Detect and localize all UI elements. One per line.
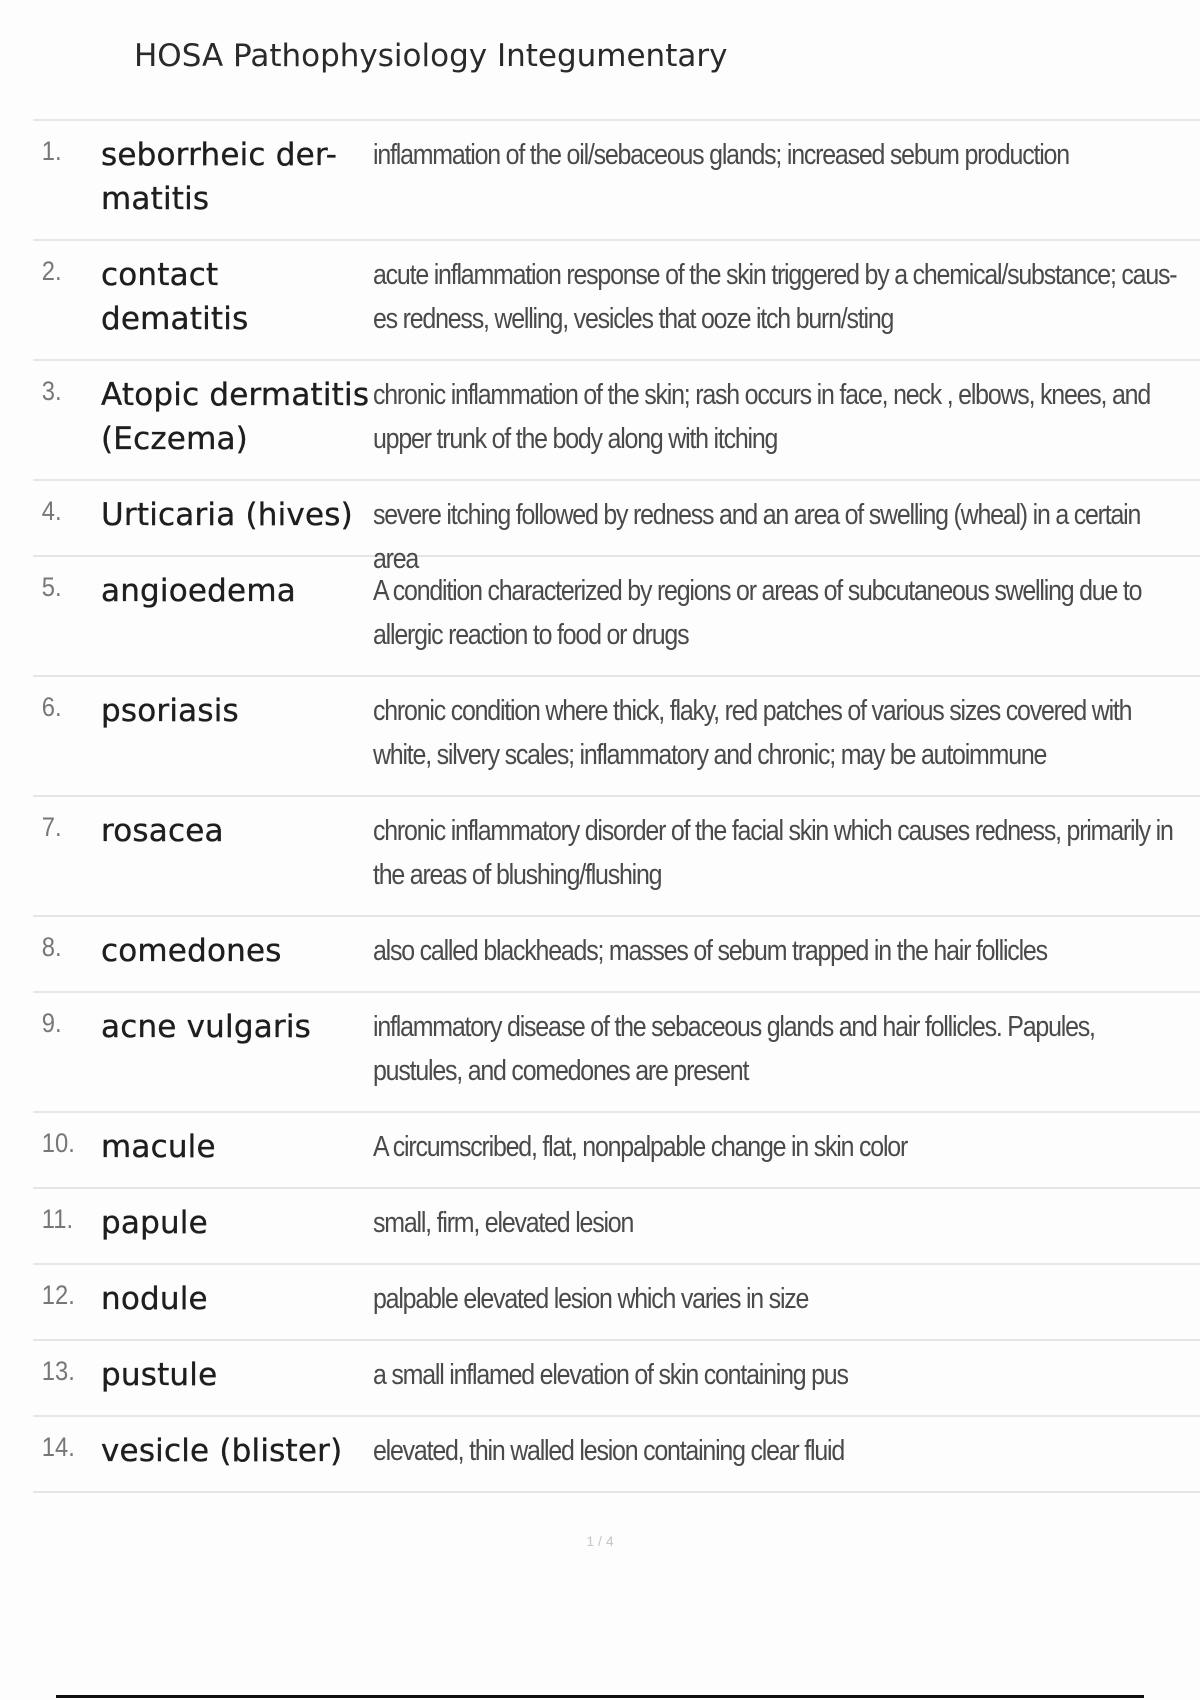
card-definition: palpable elevated lesion which varies in size	[373, 1283, 809, 1315]
card-term: angioedema	[101, 573, 296, 609]
card-term: psoriasis	[101, 693, 239, 729]
card-term: macule	[101, 1129, 216, 1165]
card-term: vesicle (blister)	[101, 1433, 343, 1469]
card-term: nodule	[101, 1281, 208, 1317]
card-definition: A circumscribed, flat, nonpalpable change in skin color	[373, 1131, 908, 1163]
card-number: 11.	[41, 1204, 74, 1234]
card-number: 1.	[41, 136, 62, 166]
card-definition: elevated, thin walled lesion containing clear fluid	[373, 1435, 844, 1467]
card-number: 12.	[41, 1280, 75, 1310]
card-number: 9.	[41, 1008, 62, 1038]
card-definition: chronic inflammatory disorder of the facial skin which causes redness, primarily in the areas of blushing/flushing	[373, 815, 1173, 891]
card-definition: inflammation of the oil/sebaceous glands; increased sebum production	[373, 139, 1069, 171]
card-term: Atopic dermatitis (Eczema)	[101, 377, 370, 457]
card-term: seborrheic der- matitis	[101, 137, 338, 217]
card-definition: small, firm, elevated lesion	[373, 1207, 634, 1239]
card-term: acne vulgaris	[101, 1009, 312, 1045]
card-definition: also called blackheads; masses of sebum trapped in the hair follicles	[373, 935, 1047, 967]
card-number: 6.	[41, 692, 62, 722]
card-term: pustule	[101, 1357, 218, 1393]
card-definition: acute inflammation response of the skin triggered by a chemical/substance; caus- es redness, welling, vesicles that ooze itch burn/sting	[373, 259, 1177, 335]
card-definition: chronic inflammation of the skin; rash occurs in face, neck , elbows, knees, and upper trunk of the body along with itching	[373, 379, 1151, 455]
page-indicator: 1 / 4	[586, 1533, 614, 1549]
card-number: 14.	[41, 1432, 75, 1462]
card-term: rosacea	[101, 813, 224, 849]
card-number: 4.	[41, 496, 62, 526]
card-number: 10.	[41, 1128, 75, 1158]
flashcard-row	[33, 557, 1200, 677]
flashcard-row	[33, 1265, 1200, 1341]
flashcard-row	[33, 797, 1200, 917]
flashcard-row	[33, 677, 1200, 797]
card-number: 2.	[41, 256, 62, 286]
card-definition: chronic condition where thick, flaky, red patches of various sizes covered with white, silvery scales; inflammatory and chronic; may be autoimmune	[373, 695, 1132, 771]
flashcard-row	[33, 481, 1200, 575]
flashcard-row	[33, 1341, 1200, 1417]
card-number: 5.	[41, 572, 62, 602]
card-term: comedones	[101, 933, 282, 969]
card-number: 8.	[41, 932, 62, 962]
flashcard-row	[33, 1417, 1200, 1493]
card-definition: A condition characterized by regions or areas of subcutaneous swelling due to allergic reaction to food or drugs	[373, 575, 1142, 651]
card-term: contact dematitis	[101, 257, 249, 337]
card-number: 7.	[41, 812, 62, 842]
card-definition: inflammatory disease of the sebaceous glands and hair follicles. Papules, pustules, and comedones are present	[373, 1011, 1095, 1087]
flashcard-row	[33, 993, 1200, 1113]
card-number: 3.	[41, 376, 62, 406]
flashcard-row	[33, 1189, 1200, 1265]
flashcard-row	[33, 121, 1200, 241]
document-title: HOSA Pathophysiology Integumentary	[134, 38, 728, 74]
card-term: Urticaria (hives)	[101, 497, 353, 533]
card-definition: a small inflamed elevation of skin containing pus	[373, 1359, 848, 1391]
flashcard-row	[33, 917, 1200, 993]
flashcard-row	[33, 361, 1200, 481]
flashcard-row	[33, 241, 1200, 361]
card-number: 13.	[41, 1356, 75, 1386]
bottom-divider	[56, 1695, 1144, 1698]
flashcard-row	[33, 1113, 1200, 1189]
card-term: papule	[101, 1205, 208, 1241]
card-definition: severe itching followed by redness and an area of swelling (wheal) in a certain area	[373, 499, 1141, 575]
flashcard-list	[33, 119, 1200, 1493]
